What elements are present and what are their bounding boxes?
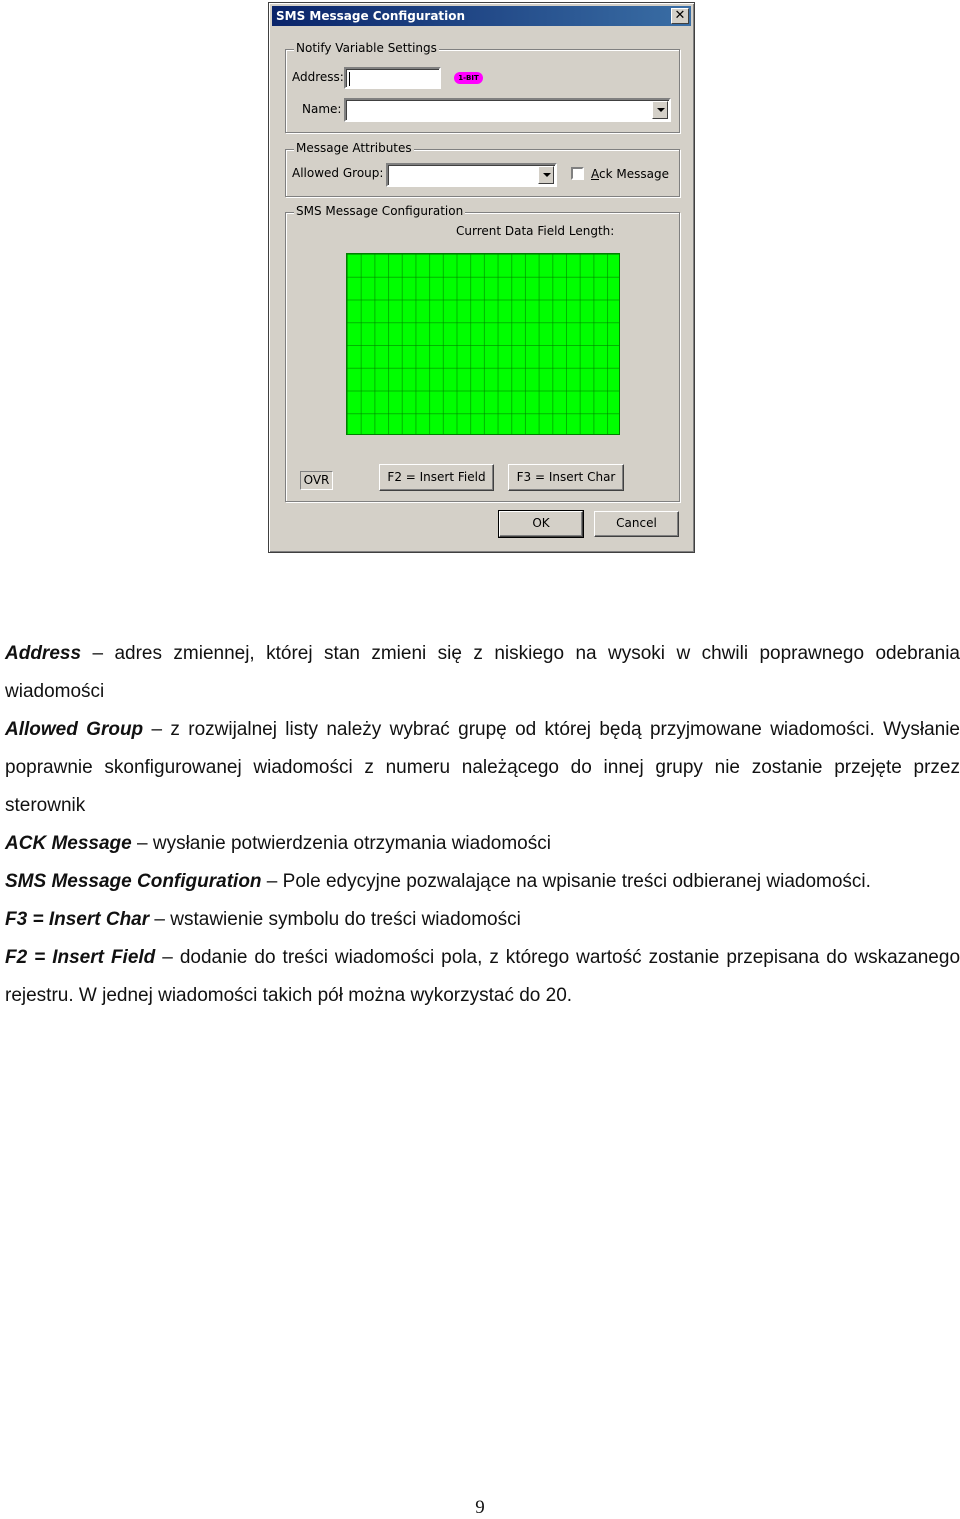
field-length-label: Current Data Field Length: — [456, 224, 615, 238]
description-text — [5, 635, 960, 1015]
description-paragraph: Address – adres zmiennej, której stan zmieni się z niskiego na wysoki w chwili poprawnego odebrania wiadomości — [5, 643, 960, 702]
notify-variable-legend: Notify Variable Settings — [296, 41, 437, 55]
allowed-group-label: Allowed Group: — [292, 166, 384, 180]
close-icon: ✕ — [674, 8, 686, 23]
ack-message-checkbox[interactable] — [571, 167, 584, 180]
notify-variable-group — [285, 41, 680, 133]
dialog-title: SMS Message Configuration — [276, 9, 466, 23]
chevron-down-icon[interactable] — [538, 166, 554, 184]
text-caret — [349, 72, 350, 86]
dialog-titlebar[interactable] — [272, 6, 691, 26]
description-paragraph: Allowed Group – z rozwijalnej listy należy wybrać grupę od której będą przyjmowane wiadomości. Wysłanie poprawnie skonfigurowanej wiadomości z numeru należącego do innej grupy nie zostanie przejęte przez sterownik — [5, 719, 960, 816]
close-button[interactable] — [671, 8, 689, 24]
description-paragraph: F3 = Insert Char – wstawienie symbolu do treści wiadomości — [5, 909, 521, 930]
message-attributes-legend: Message Attributes — [296, 141, 412, 155]
description-paragraph: ACK Message – wysłanie potwierdzenia otrzymania wiadomości — [5, 833, 551, 854]
page-number: 9 — [475, 1497, 485, 1518]
address-label: Address: — [292, 70, 344, 84]
sms-config-dialog — [268, 2, 695, 553]
description-paragraph: SMS Message Configuration – Pole edycyjne pozwalające na wpisanie treści odbieranej wiadomości. — [5, 871, 871, 892]
address-input[interactable] — [344, 67, 441, 89]
insert-char-button[interactable]: F3 = Insert Char — [508, 464, 624, 491]
cancel-button[interactable]: Cancel — [594, 511, 679, 537]
name-label: Name: — [302, 102, 342, 116]
ovr-indicator: OVR — [300, 471, 333, 490]
allowed-group-dropdown[interactable] — [386, 163, 557, 187]
sms-message-config-legend: SMS Message Configuration — [296, 204, 464, 218]
chevron-down-icon[interactable] — [652, 101, 668, 119]
insert-field-button[interactable]: F2 = Insert Field — [379, 464, 494, 491]
ack-message-label[interactable]: Ack Message — [591, 167, 669, 181]
description-paragraph: F2 = Insert Field – dodanie do treści wiadomości pola, z którego wartość zostanie przepisana do wskazanego rejestru. W jednej wiadomości takich pół można wykorzystać do 20. — [5, 947, 960, 1006]
ok-button[interactable]: OK — [499, 511, 583, 537]
name-dropdown[interactable] — [344, 98, 671, 122]
message-attributes-group — [285, 141, 680, 197]
bit-badge: 1-BIT — [454, 72, 483, 84]
message-char-grid[interactable] — [346, 253, 620, 435]
